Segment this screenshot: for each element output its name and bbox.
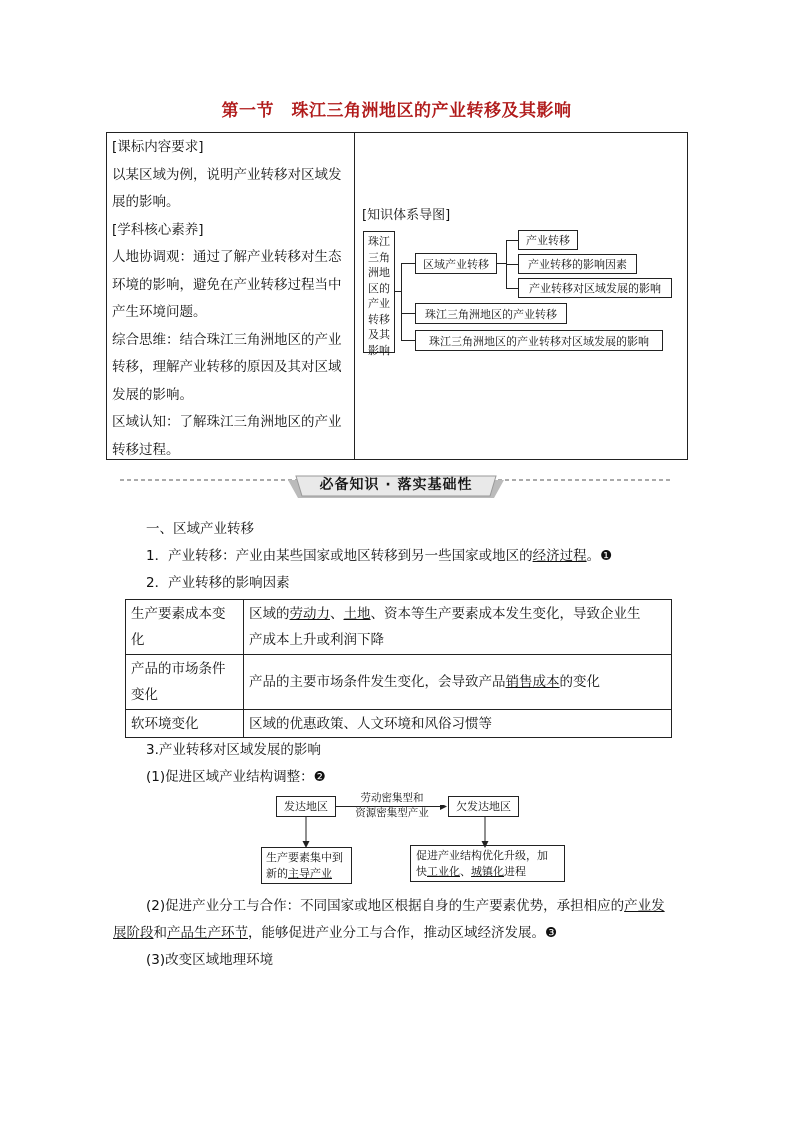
- text-line: 环境的影响，避免在产业转移过程当中: [112, 276, 342, 293]
- overview-divider: [354, 132, 355, 460]
- section-banner: 必备知识 · 落实基础性: [319, 477, 473, 493]
- note-marker-1: ❶: [600, 548, 613, 564]
- connector: [401, 263, 415, 264]
- table-row: [126, 600, 672, 655]
- note-marker-2: ❷: [313, 769, 326, 785]
- key-term: 产品生产环节: [167, 925, 248, 941]
- text-line: 综合思维：结合珠江三角洲地区的产业: [112, 331, 342, 348]
- table-row: [126, 710, 672, 738]
- root-text: 影响: [368, 343, 390, 357]
- connector: [497, 263, 506, 264]
- text-line: 转移过程。: [112, 441, 180, 458]
- cell-text: 化: [131, 632, 145, 648]
- text: 和: [153, 925, 167, 941]
- root-text: 珠江: [368, 235, 390, 248]
- mindmap-branch-prd-impact: 珠江三角洲地区的产业转移对区域发展的影响: [415, 330, 663, 351]
- table-cell: 产品的主要市场条件发生变化，会导致产品销售成本的变化: [244, 655, 672, 710]
- flow-underdeveloped-region: 欠发达地区: [448, 796, 519, 817]
- connector: [401, 313, 415, 314]
- key-term: 展阶段: [113, 925, 154, 941]
- text-line: 转移，理解产业转移的原因及其对区域: [112, 359, 342, 375]
- connector: [506, 240, 518, 241]
- flow-developed-region: 发达地区: [276, 796, 336, 817]
- mindmap-heading: [知识体系导图]: [362, 208, 451, 223]
- box-text: 生产要素集中到: [266, 851, 343, 864]
- mindmap-leaf-factors: 产业转移的影响因素: [518, 254, 637, 274]
- root-text: 及其: [368, 328, 390, 341]
- text-line: 以某区域为例，说明产业转移对区域发: [112, 166, 342, 183]
- text: 。: [586, 548, 601, 564]
- root-text: 三角: [368, 250, 390, 264]
- connector: [506, 288, 518, 289]
- paragraph-factors-heading: 2．产业转移的影响因素: [146, 575, 290, 591]
- text-line: 区域认知：了解珠江三角洲地区的产业: [112, 414, 342, 430]
- paragraph-cooperation-line2: [113, 920, 557, 946]
- cell-text: 变化: [131, 687, 158, 703]
- mindmap-branch-prd-transfer: 珠江三角洲地区的产业转移: [415, 303, 567, 324]
- cell-text: 产成本上升或利润下降: [249, 632, 384, 648]
- text-line: 人地协调观：通过了解产业转移对生态: [112, 249, 342, 265]
- factors-table: [125, 599, 672, 738]
- flow-result-developed: [261, 847, 352, 884]
- text-line: 展的影响。: [112, 194, 180, 210]
- text: 1．产业转移：产业由某些国家或地区转移到另一些国家或地区的: [146, 548, 533, 564]
- table-row: [126, 655, 672, 710]
- mindmap-leaf-transfer: 产业转移: [518, 230, 578, 250]
- text-line: 发展的影响。: [112, 386, 193, 403]
- table-cell: [126, 600, 244, 655]
- requirements-column: [112, 134, 352, 464]
- mindmap-root: [363, 231, 395, 357]
- paragraph-environment: (3)改变区域地理环境: [146, 952, 274, 968]
- label-text: 劳动密集型和: [360, 792, 424, 804]
- text: ，能够促进产业分工与合作，推动区域经济发展。: [248, 925, 545, 941]
- note-marker-3: ❸: [545, 925, 558, 941]
- cell-text: 区域的劳动力、土地、资本等生产要素成本发生变化，导致企业生: [249, 606, 641, 622]
- mindmap-branch-regional-transfer: 区域产业转移: [415, 253, 497, 274]
- text: (2)促进产业分工与合作：不同国家或地区根据自身的生产要素优势，承担相应的: [146, 898, 625, 914]
- root-text: 区的: [368, 281, 390, 295]
- paragraph-cooperation-line1: [146, 893, 665, 919]
- paragraph-transfer-def: [146, 543, 612, 569]
- cell-text: 产品的市场条件: [131, 661, 226, 677]
- text-line: 产生环境问题。: [112, 304, 207, 320]
- text: (1)促进区域产业结构调整：: [146, 769, 314, 785]
- root-text: 产业: [368, 297, 390, 310]
- table-cell: 区域的优惠政策、人文环境和风俗习惯等: [244, 710, 672, 738]
- text-line: [课标内容要求]: [112, 139, 204, 155]
- page-title: 第一节 珠江三角洲地区的产业转移及其影响: [221, 101, 572, 121]
- box-text: 新的主导产业: [266, 867, 332, 880]
- label-text: 资源密集型产业: [355, 807, 429, 819]
- key-term: 产业发: [624, 898, 665, 914]
- cell-text: 生产要素成本变: [131, 606, 226, 622]
- root-text: 洲地: [368, 266, 390, 279]
- root-text: 转移: [368, 312, 390, 326]
- table-cell: [244, 600, 672, 655]
- section-heading: 一、区域产业转移: [146, 521, 254, 537]
- mindmap-leaf-impact: 产业转移对区域发展的影响: [518, 278, 672, 298]
- connector: [506, 264, 518, 265]
- paragraph-structure: [146, 764, 326, 790]
- text-line: [学科核心素养]: [112, 221, 204, 238]
- box-text: 促进产业结构优化升级，加: [416, 849, 548, 862]
- key-term: 经济过程: [532, 548, 587, 564]
- paragraph-impact-heading: 3.产业转移对区域发展的影响: [146, 742, 321, 758]
- connector: [401, 263, 402, 340]
- box-text: 快工业化、城镇化进程: [416, 865, 526, 878]
- flow-result-underdeveloped: [410, 845, 565, 882]
- table-cell: 软环境变化: [126, 710, 244, 738]
- table-cell: [126, 655, 244, 710]
- connector: [401, 340, 415, 341]
